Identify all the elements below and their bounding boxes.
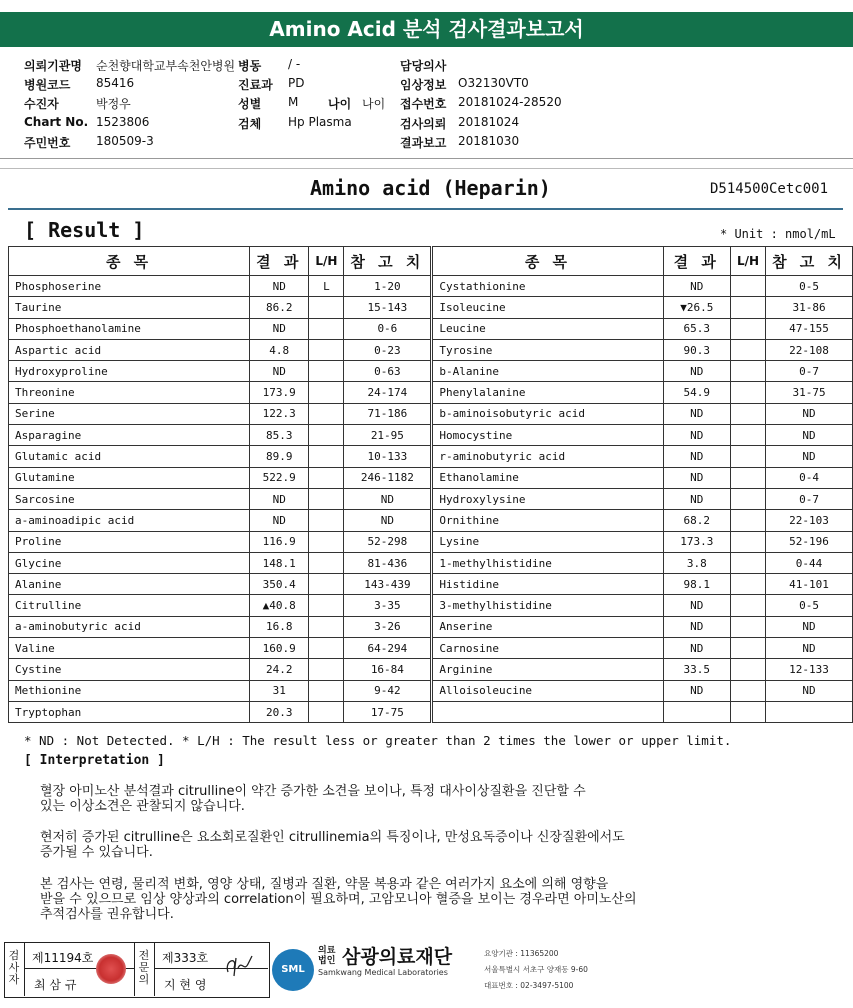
analyte-name: Isoleucine [432, 297, 663, 318]
request-label: 검사의뢰 [400, 117, 447, 131]
result-value: ND [250, 276, 309, 297]
analyte-name: Alanine [9, 574, 250, 595]
reference-range: 31-75 [766, 382, 853, 403]
result-value: ND [663, 361, 730, 382]
analyte-name: Histidine [432, 574, 663, 595]
analyte-name: Sarcosine [9, 488, 250, 509]
reference-range: 15-143 [344, 297, 432, 318]
table-row [9, 595, 853, 616]
specialist-number: 제333호 [162, 951, 209, 965]
result-value: 16.8 [250, 616, 309, 637]
divider [134, 942, 135, 996]
lh-flag [309, 425, 344, 446]
result-value: ND [663, 403, 730, 424]
table-row [9, 510, 853, 531]
lh-flag [730, 531, 765, 552]
table-row [9, 616, 853, 637]
result-value: 122.3 [250, 403, 309, 424]
reference-range: 0-5 [766, 276, 853, 297]
analyte-name: 1-methylhistidine [432, 552, 663, 573]
analyte-name: Glycine [9, 552, 250, 573]
report-banner: Amino Acid 분석 검사결과보고서 [0, 12, 853, 47]
col-lh: L/H [309, 247, 344, 276]
patient-value: 박정우 [96, 97, 131, 111]
org-english-name: Samkwang Medical Laboratories [318, 968, 448, 977]
lh-flag [730, 339, 765, 360]
reference-range: 0-5 [766, 595, 853, 616]
table-row [9, 318, 853, 339]
reference-range: ND [766, 680, 853, 701]
analyte-name: r-aminobutyric acid [432, 446, 663, 467]
result-heading: [ Result ] [24, 218, 145, 242]
lh-flag [730, 616, 765, 637]
reference-range: 64-294 [344, 638, 432, 659]
result-value: 522.9 [250, 467, 309, 488]
result-value: ND [663, 638, 730, 659]
lh-flag [309, 638, 344, 659]
lh-flag [309, 403, 344, 424]
examiner-number: 제11194호 [32, 951, 94, 965]
divider [24, 942, 25, 996]
title-rule [8, 208, 843, 210]
result-value: ND [663, 467, 730, 488]
table-row [9, 276, 853, 297]
result-value: ND [250, 361, 309, 382]
reference-range: ND [766, 403, 853, 424]
analyte-name [432, 701, 663, 722]
lh-flag [730, 680, 765, 701]
lh-flag [730, 403, 765, 424]
reference-range: 31-86 [766, 297, 853, 318]
registration-number: 요양기관 : 11365200 [484, 949, 559, 958]
lh-flag [730, 638, 765, 659]
ward-label: 병동 [238, 59, 262, 73]
reference-range: 52-196 [766, 531, 853, 552]
result-value: 160.9 [250, 638, 309, 659]
result-value: ND [250, 488, 309, 509]
examiner-name: 최 삼 규 [34, 978, 77, 992]
reference-range: ND [766, 638, 853, 659]
reference-range: 12-133 [766, 659, 853, 680]
signature-footer [0, 940, 853, 1008]
specialist-name: 지 현 영 [164, 978, 207, 992]
address: 서울특별시 서초구 양재동 9-60 [484, 965, 588, 974]
institution-value: 순천향대학교부속천안병원 [96, 59, 236, 73]
lh-flag [730, 552, 765, 573]
analyte-name: Cystathionine [432, 276, 663, 297]
result-value: 20.3 [250, 701, 309, 722]
lh-flag [309, 595, 344, 616]
reference-range: 246-1182 [344, 467, 432, 488]
reference-range: 0-63 [344, 361, 432, 382]
reference-range: ND [344, 510, 432, 531]
reference-range: 3-26 [344, 616, 432, 637]
analyte-name: a-aminobutyric acid [9, 616, 250, 637]
reference-range: ND [766, 446, 853, 467]
reference-range: 1-20 [344, 276, 432, 297]
lh-flag [730, 467, 765, 488]
col-result: 결 과 [663, 247, 730, 276]
table-row [9, 488, 853, 509]
age-value: 나이 [362, 97, 386, 111]
interpretation-paragraph: 본 검사는 연령, 물리적 변화, 영양 상태, 질병과 질환, 약물 복용과 같은 여러가지 요소에 의해 영향을 받을 수 있으므로 임상 양상과의 correlation이 필요하며, 고암모니아 혈증을 보이는 경우라면 아미노산의 추적검사를 권유합니다. [40, 877, 637, 922]
result-value: 173.9 [250, 382, 309, 403]
result-table [8, 246, 853, 723]
analyte-name: Phosphoserine [9, 276, 250, 297]
result-rows [9, 276, 853, 723]
lh-flag [730, 382, 765, 403]
clinical-info-label: 임상정보 [400, 78, 447, 92]
lh-flag [730, 595, 765, 616]
reference-range: 9-42 [344, 680, 432, 701]
lh-flag [730, 297, 765, 318]
lh-flag [309, 361, 344, 382]
result-value [663, 701, 730, 722]
lh-flag [309, 680, 344, 701]
reference-range: 22-103 [766, 510, 853, 531]
phone-number: 대표번호 : 02-3497-5100 [484, 981, 574, 990]
test-code: D514500Cetc001 [710, 181, 829, 197]
table-row [9, 531, 853, 552]
table-row [9, 701, 853, 722]
result-value: 65.3 [663, 318, 730, 339]
table-row [9, 403, 853, 424]
specimen-label: 검체 [238, 117, 262, 131]
specimen-value: Hp Plasma [288, 115, 352, 129]
col-ref: 참 고 치 [766, 247, 853, 276]
result-value: 90.3 [663, 339, 730, 360]
col-ref: 참 고 치 [344, 247, 432, 276]
lh-flag [309, 339, 344, 360]
signature-icon [222, 950, 258, 980]
result-value: 85.3 [250, 425, 309, 446]
reference-range: 22-108 [766, 339, 853, 360]
analyte-name: Ornithine [432, 510, 663, 531]
lh-flag [730, 488, 765, 509]
age-label: 나이 [328, 97, 352, 111]
lh-flag [309, 659, 344, 680]
analyte-name: b-Alanine [432, 361, 663, 382]
result-value: 31 [250, 680, 309, 701]
reference-range: 24-174 [344, 382, 432, 403]
examiner-label: 검사자 [8, 949, 20, 986]
lh-flag [730, 276, 765, 297]
sex-label: 성별 [238, 97, 262, 111]
lh-flag [730, 318, 765, 339]
analyte-name: Threonine [9, 382, 250, 403]
lh-flag [309, 510, 344, 531]
table-header-row [9, 247, 853, 276]
resident-value: 180509-3 [96, 134, 154, 148]
analyte-name: Homocystine [432, 425, 663, 446]
analyte-name: Hydroxylysine [432, 488, 663, 509]
table-row [9, 680, 853, 701]
reference-range: ND [766, 616, 853, 637]
reference-range: ND [766, 425, 853, 446]
lh-flag [730, 701, 765, 722]
reference-range: 47-155 [766, 318, 853, 339]
hospital-code-value: 85416 [96, 76, 135, 90]
ward-value: / - [288, 57, 301, 71]
org-prefix: 의료법인 [318, 946, 336, 966]
clinical-info-value: O32130VT0 [458, 76, 529, 90]
result-value: ND [663, 616, 730, 637]
reference-range: 71-186 [344, 403, 432, 424]
report-label: 결과보고 [400, 136, 447, 150]
col-item: 종 목 [9, 247, 250, 276]
patient-label: 수진자 [24, 97, 59, 111]
analyte-name: Glutamic acid [9, 446, 250, 467]
table-row [9, 467, 853, 488]
result-value: ND [250, 510, 309, 531]
table-row [9, 552, 853, 573]
reference-range: 0-23 [344, 339, 432, 360]
lh-flag [309, 552, 344, 573]
sml-logo-icon: SML [272, 949, 314, 991]
resident-label: 주민번호 [24, 136, 71, 150]
result-value: 98.1 [663, 574, 730, 595]
table-row [9, 659, 853, 680]
col-lh: L/H [730, 247, 765, 276]
reference-range: 0-7 [766, 488, 853, 509]
reference-range: 41-101 [766, 574, 853, 595]
table-row [9, 339, 853, 360]
result-value: 33.5 [663, 659, 730, 680]
lh-flag [730, 425, 765, 446]
reference-range: 0-6 [344, 318, 432, 339]
lh-flag [309, 701, 344, 722]
lh-flag [730, 574, 765, 595]
divider [0, 168, 853, 169]
footnote: * ND : Not Detected. * L/H : The result less or greater than 2 times the lower or upper limit. [24, 733, 732, 748]
analyte-name: Tryptophan [9, 701, 250, 722]
result-value: ▼26.5 [663, 297, 730, 318]
result-value: ND [663, 488, 730, 509]
lh-flag [309, 488, 344, 509]
chart-label: Chart No. [24, 115, 89, 129]
result-value: 54.9 [663, 382, 730, 403]
analyte-name: Cystine [9, 659, 250, 680]
analyte-name: Aspartic acid [9, 339, 250, 360]
result-value: 350.4 [250, 574, 309, 595]
report-value: 20181030 [458, 134, 520, 148]
analyte-name: Taurine [9, 297, 250, 318]
analyte-name: Carnosine [432, 638, 663, 659]
analyte-name: Glutamine [9, 467, 250, 488]
table-row [9, 297, 853, 318]
divider [154, 942, 155, 996]
result-value: ND [663, 595, 730, 616]
result-value: 89.9 [250, 446, 309, 467]
result-value: 86.2 [250, 297, 309, 318]
analyte-name: Phosphoethanolamine [9, 318, 250, 339]
lh-flag [730, 361, 765, 382]
table-row [9, 361, 853, 382]
lh-flag [309, 616, 344, 637]
col-result: 결 과 [250, 247, 309, 276]
analyte-name: Lysine [432, 531, 663, 552]
lh-flag [309, 318, 344, 339]
table-row [9, 638, 853, 659]
analyte-name: a-aminoadipic acid [9, 510, 250, 531]
table-row [9, 425, 853, 446]
specialist-label: 전문의 [138, 949, 150, 986]
unit-label: * Unit : nmol/mL [720, 227, 836, 241]
result-value: ND [663, 446, 730, 467]
reference-range: 21-95 [344, 425, 432, 446]
result-value: 173.3 [663, 531, 730, 552]
org-korean-name: 삼광의료재단 [342, 946, 453, 968]
analyte-name: Citrulline [9, 595, 250, 616]
interpretation-paragraph: 혈장 아미노산 분석결과 citrulline이 약간 증가한 소견을 보이나, 특정 대사이상질환을 진단할 수 있는 이상소견은 관찰되지 않습니다. [40, 784, 586, 814]
result-value: 148.1 [250, 552, 309, 573]
lh-flag [730, 446, 765, 467]
reference-range: 81-436 [344, 552, 432, 573]
reference-range: 16-84 [344, 659, 432, 680]
interpretation-heading: [ Interpretation ] [24, 753, 165, 768]
institution-label: 의뢰기관명 [24, 59, 82, 73]
result-value: ND [663, 276, 730, 297]
analyte-name: Valine [9, 638, 250, 659]
analyte-name: Serine [9, 403, 250, 424]
department-value: PD [288, 76, 305, 90]
analyte-name: b-aminoisobutyric acid [432, 403, 663, 424]
lh-flag [309, 446, 344, 467]
lh-flag [309, 382, 344, 403]
reference-range: 10-133 [344, 446, 432, 467]
analyte-name: Proline [9, 531, 250, 552]
analyte-name: Hydroxyproline [9, 361, 250, 382]
analyte-name: Tyrosine [432, 339, 663, 360]
reference-range: 3-35 [344, 595, 432, 616]
lh-flag [730, 659, 765, 680]
reference-range: 0-7 [766, 361, 853, 382]
analyte-name: Anserine [432, 616, 663, 637]
analyte-name: 3-methylhistidine [432, 595, 663, 616]
table-row [9, 382, 853, 403]
table-row [9, 446, 853, 467]
result-value: 116.9 [250, 531, 309, 552]
analyte-name: Arginine [432, 659, 663, 680]
reference-range: ND [344, 488, 432, 509]
result-value: ▲40.8 [250, 595, 309, 616]
result-value: ND [663, 425, 730, 446]
hospital-code-label: 병원코드 [24, 78, 71, 92]
lh-flag [730, 510, 765, 531]
result-value: 4.8 [250, 339, 309, 360]
result-value: 68.2 [663, 510, 730, 531]
reference-range [766, 701, 853, 722]
lh-flag: L [309, 276, 344, 297]
receipt-value: 20181024-28520 [458, 95, 562, 109]
seal-stamp-icon [96, 954, 126, 984]
lh-flag [309, 297, 344, 318]
lh-flag [309, 531, 344, 552]
divider [0, 158, 853, 159]
analyte-name: Asparagine [9, 425, 250, 446]
reference-range: 0-44 [766, 552, 853, 573]
reference-range: 0-4 [766, 467, 853, 488]
receipt-label: 접수번호 [400, 97, 447, 111]
doctor-label: 담당의사 [400, 59, 447, 73]
chart-value: 1523806 [96, 115, 150, 129]
reference-range: 52-298 [344, 531, 432, 552]
reference-range: 143-439 [344, 574, 432, 595]
patient-info-header [0, 52, 853, 152]
col-item: 종 목 [432, 247, 663, 276]
lh-flag [309, 574, 344, 595]
result-value: ND [250, 318, 309, 339]
result-value: 3.8 [663, 552, 730, 573]
result-value: 24.2 [250, 659, 309, 680]
result-value: ND [663, 680, 730, 701]
analyte-name: Alloisoleucine [432, 680, 663, 701]
analyte-name: Methionine [9, 680, 250, 701]
interpretation-paragraph: 현저히 증가된 citrulline은 요소회로질환인 citrullinemia의 특징이나, 만성요독증이나 신장질환에서도 증가될 수 있습니다. [40, 830, 625, 860]
department-label: 진료과 [238, 78, 273, 92]
analyte-name: Phenylalanine [432, 382, 663, 403]
analyte-name: Leucine [432, 318, 663, 339]
reference-range: 17-75 [344, 701, 432, 722]
request-value: 20181024 [458, 115, 520, 129]
sex-value: M [288, 95, 299, 109]
test-title: Amino acid (Heparin) [310, 176, 551, 200]
analyte-name: Ethanolamine [432, 467, 663, 488]
table-row [9, 574, 853, 595]
lh-flag [309, 467, 344, 488]
